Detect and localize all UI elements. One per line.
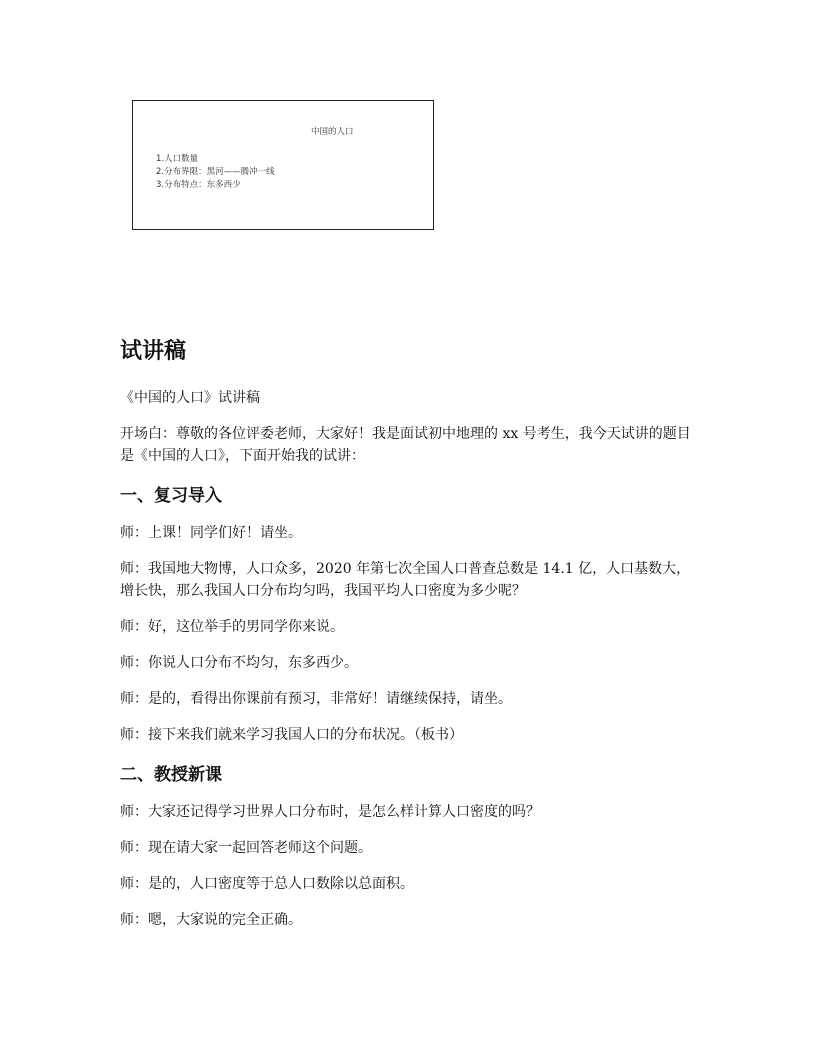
paragraph: 师：我国地大物博，人口众多，2020 年第七次全国人口普查总数是 14.1 亿，人口基数大，增长快，那么我国人口分布均匀吗，我国平均人口密度为多少呢？ — [120, 561, 691, 599]
board-list — [156, 153, 275, 192]
paragraph: 师：好，这位举手的男同学你来说。 — [120, 619, 344, 635]
paragraph: 师：嗯，大家说的完全正确。 — [120, 912, 302, 928]
paragraph: 师：大家还记得学习世界人口分布时，是怎么样计算人口密度的吗？ — [120, 804, 540, 820]
board-item: 1.人口数量 — [156, 154, 199, 164]
board-item: 2.分布界限：黑河——腾冲一线 — [156, 167, 275, 177]
document-subtitle: 《中国的人口》试讲稿 — [120, 390, 260, 406]
blackboard-slide — [132, 100, 434, 230]
document-body — [120, 334, 700, 945]
opening-paragraph: 开场白：尊敬的各位评委老师，大家好！我是面试初中地理的 xx 号考生，我今天试讲的题目是《中国的人口》，下面开始我的试讲： — [120, 426, 691, 464]
section-heading: 二、教授新课 — [120, 765, 222, 785]
board-title: 中国的人口 — [311, 127, 354, 137]
paragraph: 师：你说人口分布不均匀，东多西少。 — [120, 655, 358, 671]
board-item: 3.分布特点：东多西少 — [156, 180, 241, 190]
paragraph: 师：现在请大家一起回答老师这个问题。 — [120, 840, 372, 856]
document-title: 试讲稿 — [120, 339, 187, 364]
paragraph: 师：是的，看得出你课前有预习，非常好！请继续保持，请坐。 — [120, 691, 512, 707]
section-heading: 一、复习导入 — [120, 486, 222, 506]
paragraph: 师：是的，人口密度等于总人口数除以总面积。 — [120, 876, 414, 892]
paragraph: 师：接下来我们就来学习我国人口的分布状况。（板书） — [120, 727, 463, 743]
paragraph: 师：上课！同学们好！请坐。 — [120, 525, 302, 541]
